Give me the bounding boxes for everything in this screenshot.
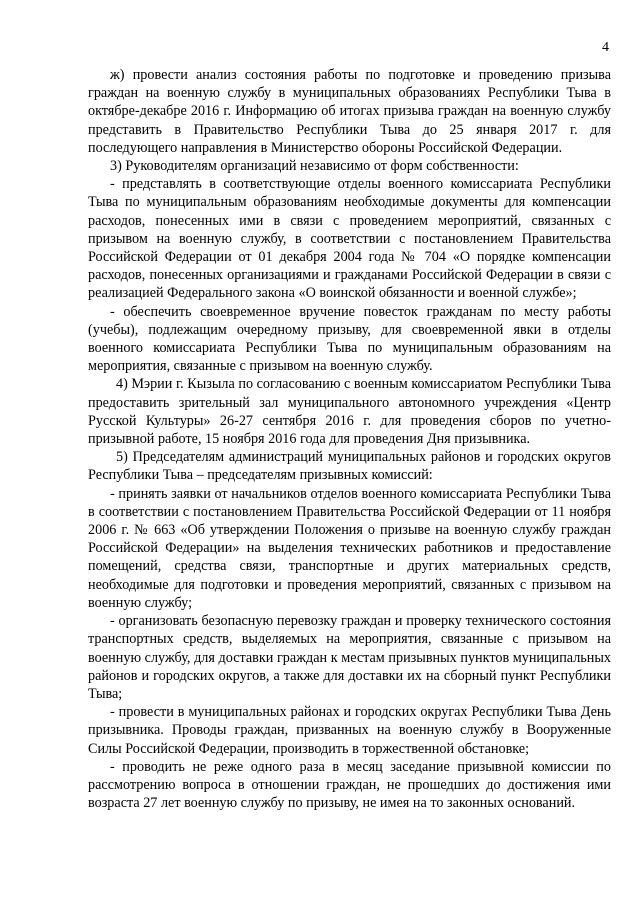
paragraph-4-kyzyl: 4) Мэрии г. Кызыла по согласованию с военным комиссариатом Республики Тыва предоставить зрительный зал муниципального автономного учреждения «Центр Русской Культуры» 26-27 сентября 2016 г. для проведения сборов по учетно-призывной работе, 15 ноября 2016 года для проведения Дня призывника. [88, 376, 611, 448]
paragraph-5-requests: - принять заявки от начальников отделов военного комиссариата Республики Тыва в соответствии с постановлением Правительства Российской Федерации от 11 ноября 2006 г. № 663 «Об утверждении Положения о призыве на военную службу граждан Российской Федерации» на выделения технических работников и предоставление помещений, средства связи, транспортные и других материальных средств, необходимые для подготовки и проведения мероприятий, связанных с призывом на военную службу; [88, 485, 611, 611]
paragraph-3-heading: 3) Руководителям организаций независимо от форм собственности: [110, 158, 519, 175]
paragraph-5-transport: - организовать безопасную перевозку граждан и проверку технического состояния транспортных средств, выделяемых на мероприятия, связанные с призывом на военную службу, для доставки граждан к местам призывных пунктов муниципальных районов и городских округов, а также для доставки их на сборный пункт Республики Тыва; [88, 613, 611, 702]
paragraph-3-summons: - обеспечить своевременное вручение повесток гражданам по месту работы (учебы), подлежащим очередному призыву, для своевременной явки в отделы военного комиссариата Республики Тыва по муниципальным образованиям на мероприятия, связанные с призывом на военную службу. [88, 303, 611, 375]
page-number: 4 [602, 40, 609, 55]
paragraph-5-conscript-day: - провести в муниципальных районах и городских округах Республики Тыва День призывника. Проводы граждан, призванных на военную службу в Вооруженные Силы Российской Федерации, производить в торжественной обстановке; [88, 704, 611, 757]
document-body [88, 66, 611, 812]
paragraph-zh-analysis: ж) провести анализ состояния работы по подготовке и проведению призыва граждан на военную службу в муниципальных образованиях Республики Тыва в октябре-декабре 2016 г. Информацию об итогах призыва граждан на военную службу представить в Правительство Республики Тыва до 25 января 2017 г. для последующего направления в Министерство обороны Российской Федерации. [88, 67, 611, 156]
paragraph-3-compensation: - представлять в соответствующие отделы военного комиссариата Республики Тыва по муниципальным образованиям необходимые документы для компенсации расходов, понесенных ими в связи с проведением мероприятий, связанных с призывом на военную службу, в соответствии с постановлением Правительства Российской Федерации от 01 декабря 2004 года № 704 «О порядке компенсации расходов, понесенных организациями и гражданами Российской Федерации в связи с реализацией Федерального закона «О воинской обязанности и военной службе»; [88, 176, 611, 302]
paragraph-5-heading: 5) Председателям администраций муниципальных районов и городских округов Республики Тыва – председателям призывных комиссий: [88, 449, 611, 484]
paragraph-5-commission: - проводить не реже одного раза в месяц заседание призывной комиссии по рассмотрению вопроса в отношении граждан, не прошедших до достижения ими возраста 27 лет военную службу по призыву, не имея на то законных оснований. [88, 758, 611, 812]
